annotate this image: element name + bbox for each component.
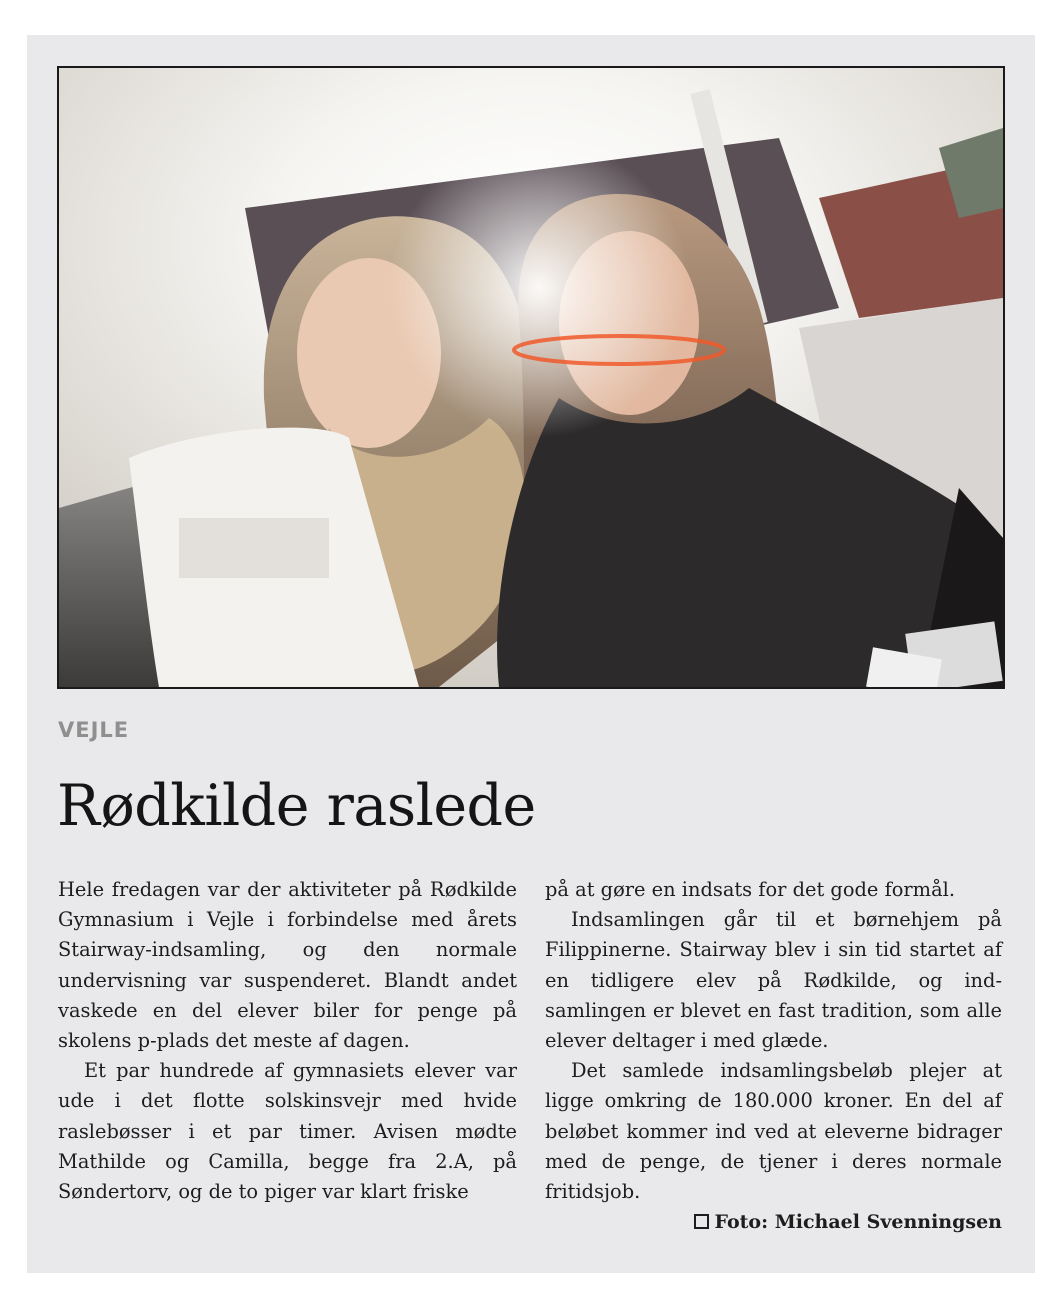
article-photo	[57, 66, 1005, 689]
credit-box-icon	[694, 1214, 709, 1229]
article-column-right	[545, 875, 1002, 1237]
article-column-left	[58, 875, 517, 1207]
article-clipping	[27, 35, 1035, 1273]
article-paragraph: Det samlede indsamlingsbeløb plejer at ligge omkring de 180.000 kroner. En del af beløbet kommer ind ved at eleverne bidrager med de penge, de tjener i deres normale fritidsjob.	[545, 1059, 1002, 1204]
photo-illustration	[59, 68, 1003, 687]
article-paragraph: Hele fredagen var der aktiviteter på Rødkilde Gymnasium i Vejle i forbindelse med årets Stairway-indsamling, og den normale undervisning var suspenderet. Blandt andet vaskede en del elever biler for penge på skolens p-plads det meste af dagen.	[58, 878, 517, 1053]
article-paragraph: på at gøre en indsats for det gode formål.	[545, 878, 955, 901]
article-paragraph: Indsamlingen går til et børnehjem på Filippinerne. Stairway blev i sin tid startet af en tidligere elev på Rødkilde, og indsamlingen er blevet en fast tradition, som alle elever deltager i med glæde.	[545, 908, 1002, 1053]
article-headline: Rødkilde raslede	[57, 773, 536, 839]
photo-credit-text: Foto: Michael Svenningsen	[714, 1211, 1002, 1234]
article-paragraph: Et par hundrede af gymnasiets elever var ude i det flotte solskinsvejr med hvide raslebøsser i et par timer. Avisen mødte Mathilde og Camilla, begge fra 2.A, på Søndertorv, og de to piger var klart friske	[58, 1059, 517, 1204]
photo-credit	[545, 1207, 1002, 1237]
article-kicker: VEJLE	[58, 718, 130, 742]
